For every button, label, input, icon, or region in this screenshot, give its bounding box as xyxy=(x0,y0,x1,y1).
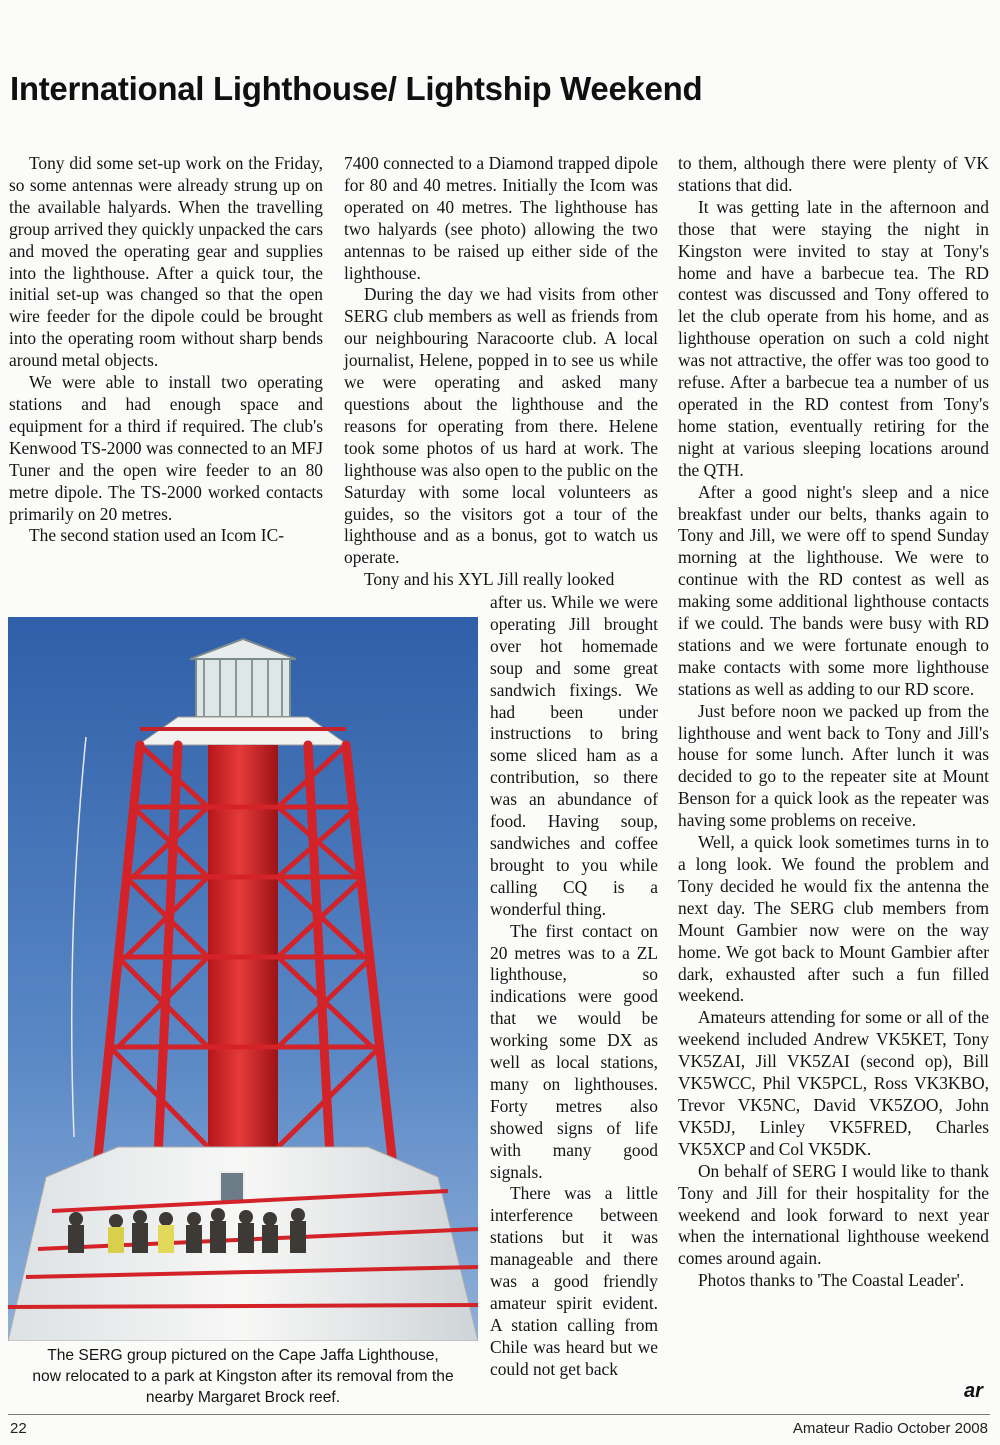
caption-line: The SERG group pictured on the Cape Jaffa Lighthouse, xyxy=(47,1347,439,1364)
paragraph: Amateurs attending for some or all of the weekend included Andrew VK5KET, Tony VK5ZAI, Jill VK5ZAI (second op), Bill VK5WCC, Phil VK5PCL, Ross VK3KBO, Trevor VK5NC, David VK5ZOO, John VK5DJ, Linley VK5FRED, Charles VK5XCP and Col VK5DK. xyxy=(678,1007,989,1159)
article-title: International Lighthouse/ Lightship Weekend xyxy=(10,70,703,107)
paragraph: Photos thanks to 'The Coastal Leader'. xyxy=(698,1270,965,1291)
column-3 xyxy=(678,153,989,1292)
paragraph: On behalf of SERG I would like to thank Tony and Jill for their hospitality for the weekend and look forward to next year when the international lighthouse weekend comes around again. xyxy=(678,1160,989,1269)
paragraph: Well, a quick look sometimes turns in to a long look. We found the problem and Tony decided he would fix the antenna the next day. The SERG club members from Mount Gambier now were on the way home. We got back to Mount Gambier after dark, exhausted after such a fun filled weekend. xyxy=(678,832,989,1006)
ar-logo: ar xyxy=(964,1380,983,1402)
publication-footer: Amateur Radio October 2008 xyxy=(792,1420,988,1437)
paragraph: After a good night's sleep and a nice breakfast under our belts, thanks again to Tony and Jill, we were off to spend Sunday morning at the lighthouse. We were to continue with the RD contest as well as making some additional lighthouse contacts if we could. The bands were busy with RD stations and we were fortunate enough to make contacts with some more lighthouse stations as well as adding to our RD score. xyxy=(678,481,989,699)
footer-rule xyxy=(8,1414,990,1415)
paragraph: Tony did some set-up work on the Friday, so some antennas were already strung up on the available halyards. When the travelling group arrived they quickly unpacked the cars and moved the operating gear and supplies into the lighthouse. After a quick tour, the initial set-up was changed so that the open wire feeder for the dipole could be brought into the operating room without sharp bends around metal objects. xyxy=(9,153,323,371)
paragraph: During the day we had visits from other SERG club members as well as friends from our neighbouring Naracoorte club. A local journalist, Helene, popped in to see us while we were operating and asked many questions about the lighthouse and the reasons for operating from there. Helene took some photos of us hard at work. The lighthouse was also open to the public on the Saturday with some local volunteers as guides, so the visitors got a tour of the lighthouse and as a bonus, got to watch us operate. xyxy=(344,284,658,568)
lantern-room xyxy=(196,659,290,717)
column-1 xyxy=(9,153,323,547)
lighthouse-photo xyxy=(8,617,478,1341)
column-2-narrow xyxy=(490,592,658,1381)
photo-caption xyxy=(8,1345,478,1408)
paragraph: Just before noon we packed up from the lighthouse and went back to Tony and Jill's house for some lunch. After lunch it was decided to go to the repeater site at Mount Benson for a quick look as the repeater was having some problems on receive. xyxy=(678,700,989,831)
page-number: 22 xyxy=(10,1420,27,1437)
caption-line: now relocated to a park at Kingston after its removal from the xyxy=(32,1368,454,1385)
paragraph: The first contact on 20 metres was to a ZL lighthouse, so indications were good that we would be working some DX as well as local stations, many on lighthouses. Forty metres also showed signs of life with many good signals. xyxy=(490,920,658,1182)
caption-line: nearby Margaret Brock reef. xyxy=(145,1389,341,1406)
paragraph: We were able to install two operating stations and had enough space and equipment for a third if required. The club's Kenwood TS-2000 was connected to an MFJ Tuner and the open wire feeder to an 80 metre dipole. The TS-2000 worked contacts primarily on 20 metres. xyxy=(9,372,323,524)
paragraph: There was a little interference between stations but it was manageable and there was a good friendly amateur spirit evident. A station calling from Chile was heard but we could not get back xyxy=(490,1183,658,1379)
paragraph: Tony and his XYL Jill really looked xyxy=(364,569,615,590)
paragraph: 7400 connected to a Diamond trapped dipole for 80 and 40 metres. Initially the Icom was operated on 40 metres. The lighthouse has two halyards (see photo) allowing the two antennas to be raised up either side of the lighthouse. xyxy=(344,153,658,283)
paragraph: to them, although there were plenty of VK stations that did. xyxy=(678,153,989,195)
paragraph: The second station used an Icom IC- xyxy=(29,525,284,546)
paragraph: It was getting late in the afternoon and those that were staying the night in Kingston were invited to stay at Tony's home and have a barbecue tea. The RD contest was discussed and Tony offered to let the club operate from his home, and as lighthouse operation on such a cold night was not attractive, the offer was too good to refuse. After a barbecue tea a number of us operated in the RD contest from Tony's home station, eventually retiring for the night at various sleeping locations around the QTH. xyxy=(678,196,989,480)
paragraph: after us. While we were operating Jill brought over hot homemade soup and some great sandwich fixings. We had been under instructions to bring some sliced ham as a contribution, so there was an abundance of food. Having soup, sandwiches and coffee brought to you while calling CQ is a wonderful thing. xyxy=(490,592,658,919)
column-2-top xyxy=(344,153,658,591)
